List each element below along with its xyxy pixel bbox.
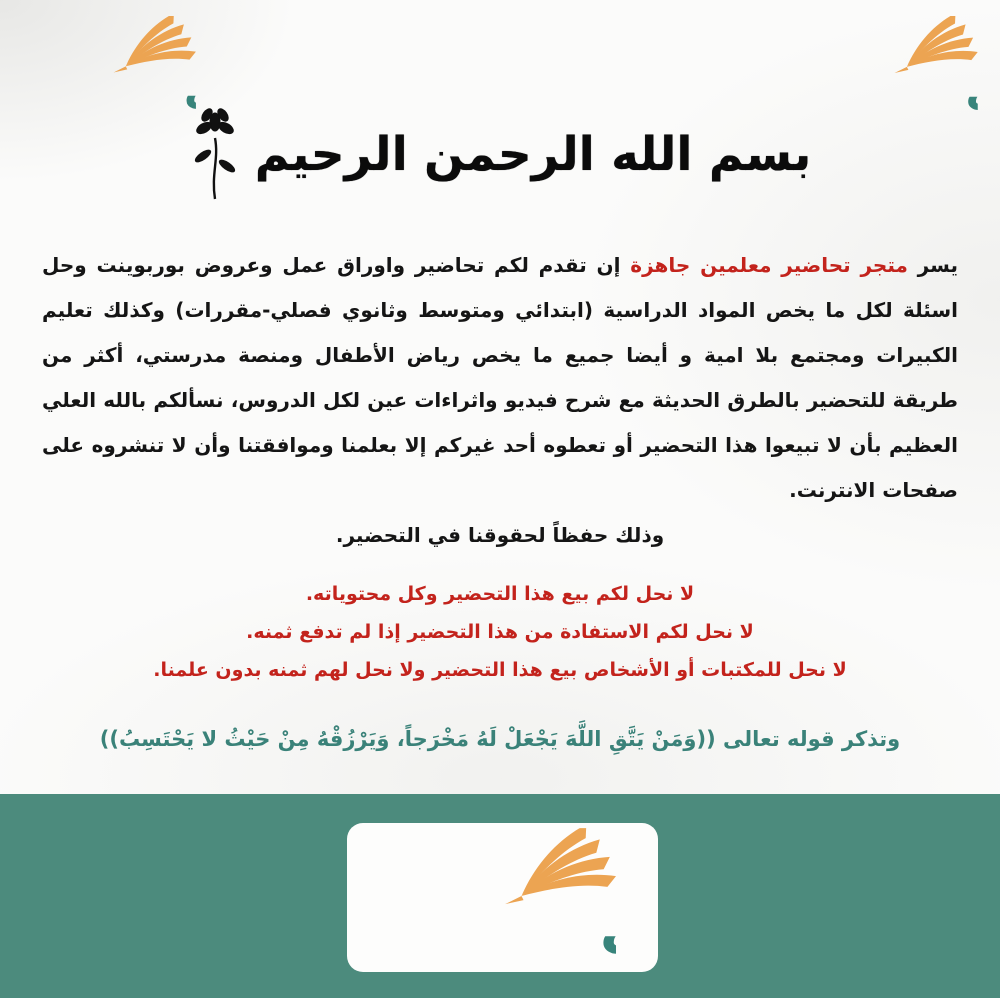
notice-intro-text: يسر bbox=[917, 253, 958, 277]
prohibition-line-3: لا نحل للمكتبات أو الأشخاص بيع هذا التحضير ولا نحل لهم ثمنه بدون علمنا. bbox=[153, 659, 847, 681]
prohibition-line-2: لا نحل لكم الاستفادة من هذا التحضير إذا لم تدفع ثمنه. bbox=[246, 621, 754, 643]
quran-verse-line: وتذكر قوله تعالى ((وَمَنْ يَتَّقِ اللَّهَ يَجْعَلْ لَهُ مَخْرَجاً، وَيَرْزُقْهُ مِنْ حَيْثُ لا يَحْتَسِبُ)) bbox=[99, 727, 901, 751]
prohibitions-list bbox=[42, 575, 958, 689]
notice-main-text: إن تقدم لكم تحاضير واوراق عمل وعروض بوربوينت وحل اسئلة لكل ما يخص المواد الدراسية (ابتدائي ومتوسط وثانوي فصلي-مقررات) وكذلك تعليم الكبيرات ومجتمع بلا امية و أيضا جميع ما يخص رياض الأطفال ومنصة مدرستي، أكثر من طريقة للتحضير بالطرق الحديثة مع شرح فيديو واثراءات عين لكل الدروس، نسألكم بالله العلي العظيم بأن لا تبيعوا هذا التحضير أو تعطوه أحد غيركم إلا بعلمنا وموافقتنا وأن لا تنشروه على صفحات الانترنت. bbox=[42, 253, 958, 502]
kotobi-logo-footer bbox=[390, 828, 616, 967]
prohibition-line-1: لا نحل لكم بيع هذا التحضير وكل محتوياته. bbox=[305, 583, 695, 605]
rights-closing-line: وذلك حفظاً لحقوقنا في التحضير. bbox=[335, 523, 665, 547]
bismillah-calligraphy: بسم الله الرحمن الرحيم bbox=[254, 126, 812, 182]
footer-band bbox=[0, 794, 1000, 998]
notice-paragraph bbox=[42, 243, 958, 513]
footer-logo-card bbox=[347, 823, 658, 972]
bismillah-header bbox=[0, 104, 1000, 204]
notice-body bbox=[42, 243, 958, 756]
flower-ornament-icon bbox=[189, 104, 241, 204]
shop-name-highlight: متجر تحاضير معلمين جاهزة bbox=[630, 253, 908, 277]
